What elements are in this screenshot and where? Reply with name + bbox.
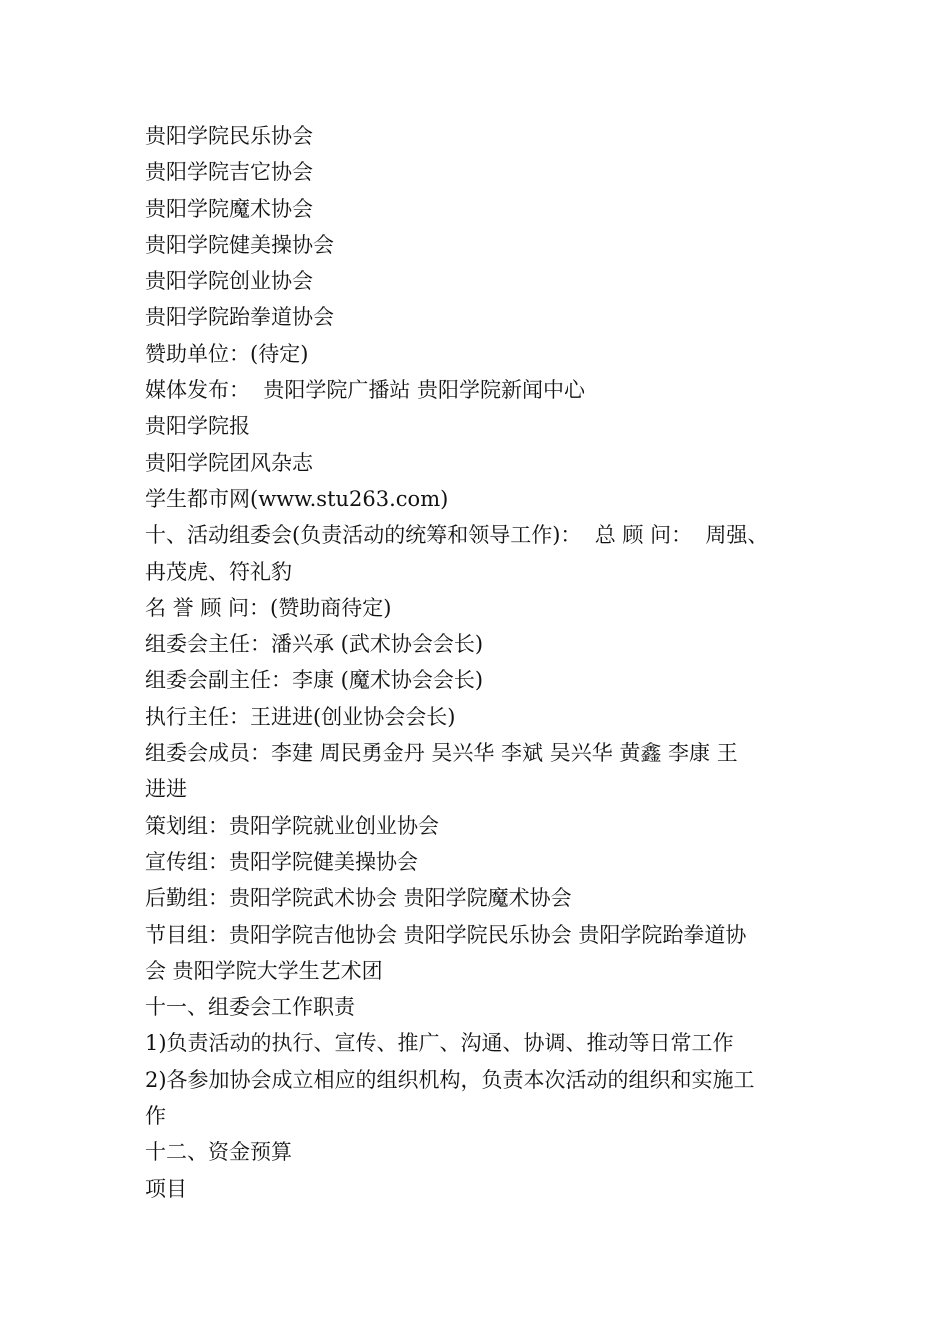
text-line: 贵阳学院吉它协会: [145, 160, 313, 185]
text-line: 名 誉 顾 问：(赞助商待定): [145, 595, 392, 620]
text-line: 贵阳学院报: [145, 414, 250, 439]
text-line: 1)负责活动的执行、宣传、推广、沟通、协调、推动等日常工作: [145, 1031, 734, 1056]
text-line: 节目组：贵阳学院吉他协会 贵阳学院民乐协会 贵阳学院跆拳道协: [145, 922, 747, 947]
text-line: 宣传组：贵阳学院健美操协会: [145, 849, 418, 874]
text-line: 组委会成员：李建 周民勇金丹 吴兴华 李斌 吴兴华 黄鑫 李康 王: [145, 741, 738, 766]
text-line: 组委会副主任：李康 (魔术协会会长): [145, 668, 484, 693]
text-line: 2)各参加协会成立相应的组织机构，负责本次活动的组织和实施工: [145, 1067, 755, 1092]
text-line: 学生都市网(www.stu263.com): [145, 486, 449, 511]
text-line: 策划组：贵阳学院就业创业协会: [145, 813, 439, 838]
text-line: 执行主任：王进进(创业协会会长): [145, 704, 456, 729]
text-line: 进进: [145, 777, 187, 802]
text-line: 组委会主任：潘兴承 (武术协会会长): [145, 632, 484, 657]
text-line: 会 贵阳学院大学生艺术团: [145, 958, 383, 983]
section-heading-11: 十一、组委会工作职责: [145, 995, 355, 1020]
text-line: 贵阳学院民乐协会: [145, 124, 313, 148]
text-line: 赞助单位：(待定): [145, 341, 309, 366]
text-line: 贵阳学院跆拳道协会: [145, 305, 334, 330]
text-line: 贵阳学院创业协会: [145, 269, 313, 294]
document-body: [145, 118, 825, 1207]
text-line: 后勤组：贵阳学院武术协会 贵阳学院魔术协会: [145, 886, 572, 911]
text-line: 贵阳学院健美操协会: [145, 232, 334, 257]
text-line: 作: [145, 1104, 166, 1129]
section-heading-10: 十、活动组委会(负责活动的统筹和领导工作)： 总 顾 问： 周强、: [145, 523, 769, 548]
text-line: 贵阳学院魔术协会: [145, 196, 313, 221]
text-line: 媒体发布： 贵阳学院广播站 贵阳学院新闻中心: [145, 378, 586, 403]
text-line: 冉茂虎、符礼豹: [145, 559, 292, 584]
section-heading-12: 十二、资金预算: [145, 1140, 292, 1165]
text-line: 项目: [145, 1176, 187, 1201]
text-line: 贵阳学院团风杂志: [145, 450, 313, 475]
